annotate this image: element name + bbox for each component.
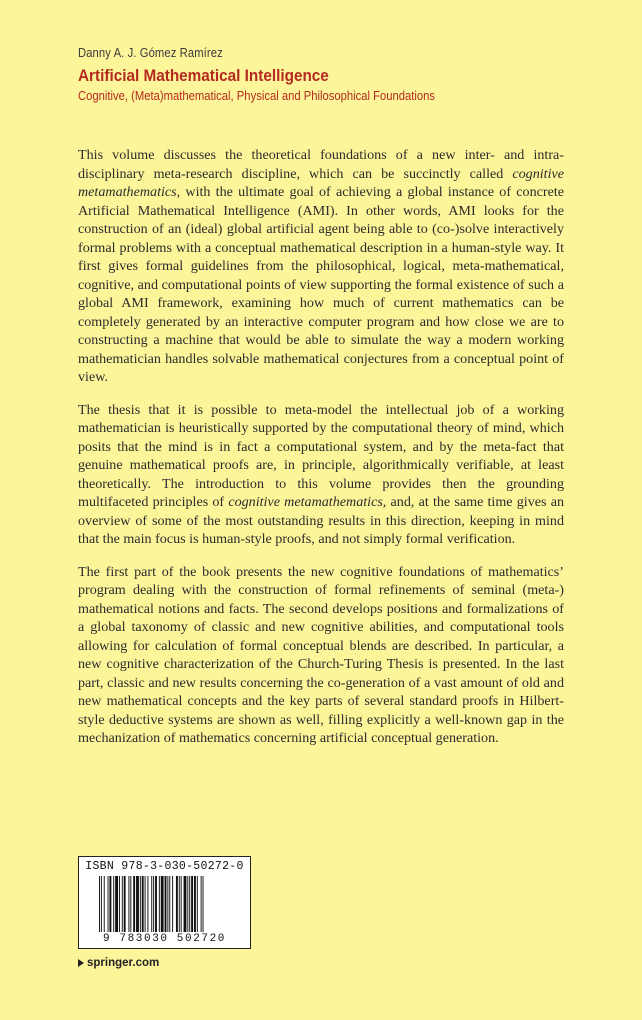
blurb-paragraph-2 — [78, 401, 564, 549]
barcode-bar — [191, 876, 193, 932]
publisher-url: springer.com — [87, 957, 160, 969]
barcode-bar — [124, 876, 126, 932]
p2-emphasis: cognitive metamathematics, — [228, 494, 387, 510]
barcode-bar — [172, 876, 173, 932]
book-subtitle: Cognitive, (Meta)mathematical, Physical and Philosophical Foundations — [78, 89, 436, 103]
barcode-bar — [184, 876, 187, 932]
barcode-bar — [165, 876, 167, 932]
barcode-bar — [181, 876, 182, 932]
isbn-label: ISBN 978-3-030-50272-0 — [85, 860, 244, 873]
barcode-bar — [153, 876, 154, 932]
barcode-bar — [203, 876, 204, 932]
author-name: Danny A. J. Gómez Ramírez — [78, 46, 223, 60]
p1-text-b: , with the ultimate goal of achieving a global instance of concrete Artificial Mathematical Intelligence (AMI). In other words, AMI looks for the construction of an (ideal) global artificial agent being able to (co-)solve interactively formal problems with a conceptual mathematical description in a human-style way. It first gives formal guidelines from the philosophical, logical, meta-mathematical, cognitive, and computational points of view supporting the formal existence of such a global AMI framework, examining how much of current mathematics can be completely generated by an interactive computer program and how close we are to constructing a machine that would be able to simulate the way a modern working mathematician handles solvable mathematical conjectures from a conceptual point of view. — [78, 184, 564, 385]
p1-emphasis: cognitive metamathematics — [78, 165, 564, 200]
p1-text-a: This volume discusses the theoretical foundations of a new inter- and intra-disciplinary meta-research discipline, which can be succinctly called — [78, 147, 564, 182]
book-title: Artificial Mathematical Intelligence — [78, 66, 329, 85]
barcode-bar — [197, 876, 198, 932]
barcode-bar — [201, 876, 202, 932]
barcode-bar — [176, 876, 178, 932]
barcode-bar — [128, 876, 129, 932]
barcode-bar — [155, 876, 157, 932]
barcode-bar — [130, 876, 131, 932]
barcode-bar — [187, 876, 188, 932]
barcode-bar — [189, 876, 190, 932]
p2-text-b: and, at the same time gives an overview of some of the most outstanding results in this direction, keeping in mind that the main focus is human-style proofs, and not simply formal verification. — [78, 494, 564, 547]
barcode-bar — [113, 876, 114, 932]
barcode-bar — [161, 876, 164, 932]
barcode-bars — [99, 876, 233, 932]
blurb-paragraph-1 — [78, 146, 564, 387]
barcode-bar — [142, 876, 144, 932]
blurb — [78, 146, 564, 762]
barcode-digits: 9 783030 502720 — [102, 933, 227, 945]
barcode-bar — [122, 876, 123, 932]
barcode-bar — [169, 876, 170, 932]
barcode-bar — [99, 876, 100, 932]
publisher-link[interactable] — [78, 957, 159, 969]
barcode-bar — [109, 876, 111, 932]
barcode-bar — [147, 876, 148, 932]
barcode-bar — [119, 876, 120, 932]
barcode-bar — [159, 876, 160, 932]
cover-header — [78, 46, 578, 103]
barcode-bar — [167, 876, 168, 932]
barcode-bar — [133, 876, 135, 932]
barcode-bar — [194, 876, 196, 932]
barcode-bar — [140, 876, 141, 932]
barcode-bar — [108, 876, 109, 932]
barcode-bar — [115, 876, 118, 932]
barcode-bar — [151, 876, 152, 932]
barcode-bar — [136, 876, 139, 932]
barcode-bar — [101, 876, 102, 932]
barcode-bar — [104, 876, 105, 932]
barcode-box — [78, 856, 251, 949]
barcode-bar — [145, 876, 146, 932]
blurb-paragraph-3: The first part of the book presents the new cognitive foundations of mathematics’ program dealing with the construction of formal refinements of seminal (meta-) mathematical notions and facts. The second develops positions and formalizations of a global taxonomy of classic and new cognitive abilities, and computational tools allowing for calculation of formal conceptual blends are described. In particular, a new cognitive characterization of the Church-Turing Thesis is presented. In the last part, classic and new results concerning the co-generation of a vast amount of old and new mathematical concepts and the key parts of several standard proofs in Hilbert-style deductive systems are shown as well, filling explicitly a well-known gap in the mechanization of mathematics concerning artificial conceptual generation. — [78, 563, 564, 746]
p2-text-a: The thesis that it is possible to meta-model the intellectual job of a working mathematician is heuristically supported by the computational theory of mind, which posits that the mind is in fact a computational system, and by the meta-fact that genuine mathematical proofs are, in principle, algorithmically verifiable, at least theoretically. The introduction to this volume provides then the grounding multifaceted principles of — [78, 401, 564, 510]
arrow-right-icon — [78, 959, 84, 967]
barcode-bar — [179, 876, 180, 932]
